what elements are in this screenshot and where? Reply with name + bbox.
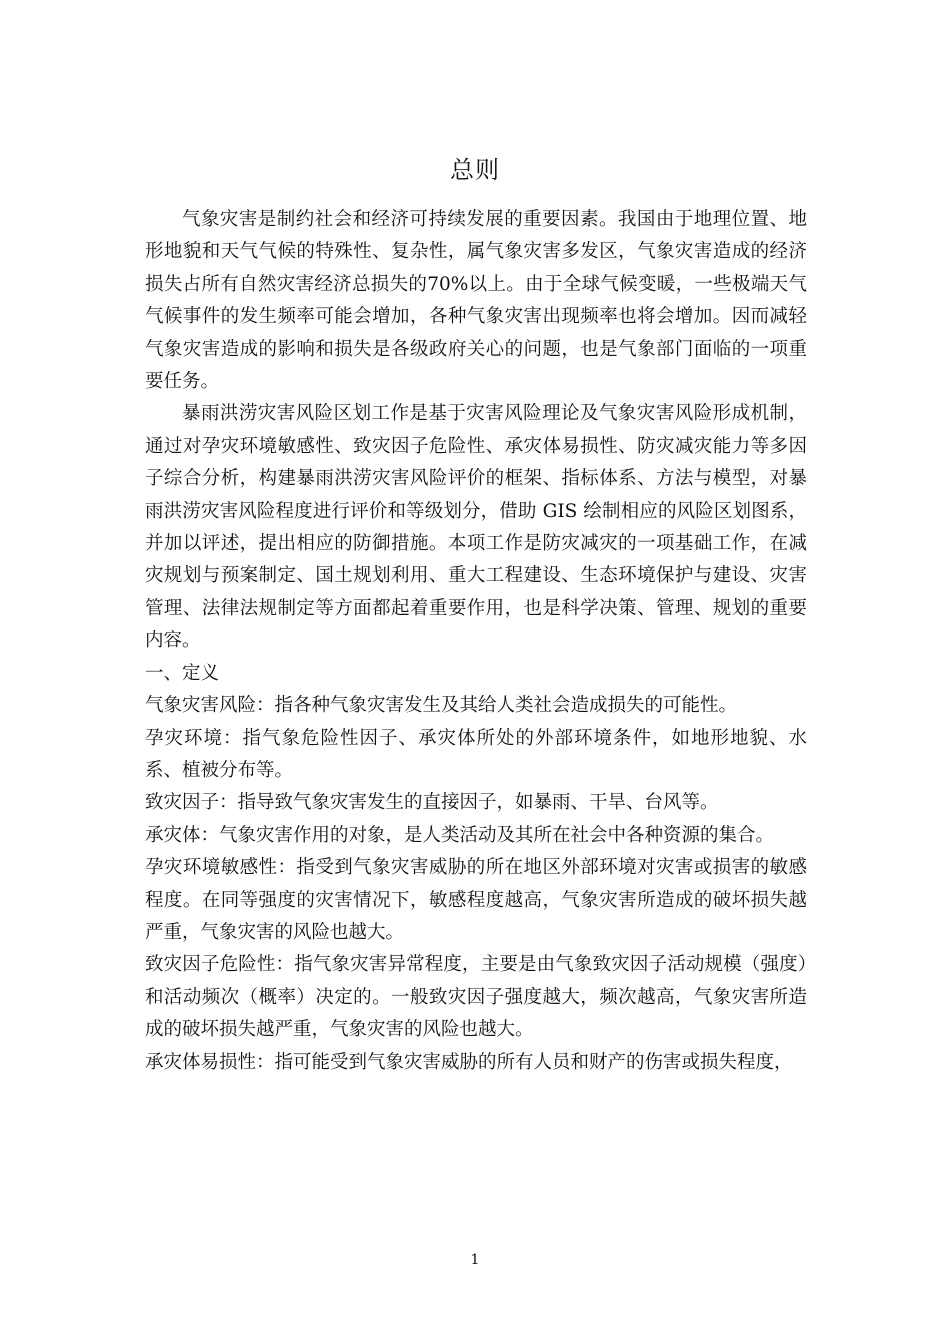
page-number: 1 bbox=[470, 1252, 480, 1268]
document-body bbox=[145, 204, 807, 1079]
section-heading: 一、定义 bbox=[145, 662, 220, 684]
definition-environment-sensitivity: 孕灾环境敏感性：指受到气象灾害威胁的所在地区外部环境对灾害或损害的敏感程度。在同等强度的灾害情况下，敏感程度越高，气象灾害所造成的破坏损失越严重，气象灾害的风险也越大。 bbox=[145, 857, 807, 943]
definition-exposed-body: 承灾体：气象灾害作用的对象，是人类活动及其所在社会中各种资源的集合。 bbox=[145, 824, 775, 846]
definition-exposed-body-vulnerability: 承灾体易损性：指可能受到气象灾害威胁的所有人员和财产的伤害或损失程度， bbox=[145, 1051, 793, 1073]
definition-meteorological-disaster-risk: 气象灾害风险：指各种气象灾害发生及其给人类社会造成损失的可能性。 bbox=[145, 695, 738, 717]
intro-paragraph: 气象灾害是制约社会和经济可持续发展的重要因素。我国由于地理位置、地形地貌和天气气候的特殊性、复杂性，属气象灾害多发区，气象灾害造成的经济损失占所有自然灾害经济总损失的70%以上。由于全球气候变暖，一些极端天气气候事件的发生频率可能会增加，各种气象灾害出现频率也将会增加。因而减轻气象灾害造成的影响和损失是各级政府关心的问题，也是气象部门面临的一项重要任务。 bbox=[145, 209, 807, 393]
definition-hazard-environment: 孕灾环境：指气象危险性因子、承灾体所处的外部环境条件，如地形地貌、水系、植被分布等。 bbox=[145, 727, 807, 781]
definition-hazard-factor: 致灾因子：指导致气象灾害发生的直接因子，如暴雨、干旱、台风等。 bbox=[145, 792, 719, 814]
page-title: 总则 bbox=[450, 156, 500, 184]
definition-hazard-factor-danger: 致灾因子危险性：指气象灾害异常程度，主要是由气象致灾因子活动规模（强度）和活动频次（概率）决定的。一般致灾因子强度越大，频次越高，气象灾害所造成的破坏损失越严重，气象灾害的风险也越大。 bbox=[145, 954, 807, 1041]
scope-paragraph: 暴雨洪涝灾害风险区划工作是基于灾害风险理论及气象灾害风险形成机制，通过对孕灾环境敏感性、致灾因子危险性、承灾体易损性、防灾减灾能力等多因子综合分析，构建暴雨洪涝灾害风险评价的框架、指标体系、方法与模型，对暴雨洪涝灾害风险程度进行评价和等级划分，借助 GIS 绘制相应的风险区划图系，并加以评述，提出相应的防御措施。本项工作是防灾减灾的一项基础工作，在减灾规划与预案制定、国土规划利用、重大工程建设、生态环境保护与建设、灾害管理、法律法规制定等方面都起着重要作用，也是科学决策、管理、规划的重要内容。 bbox=[145, 403, 807, 652]
